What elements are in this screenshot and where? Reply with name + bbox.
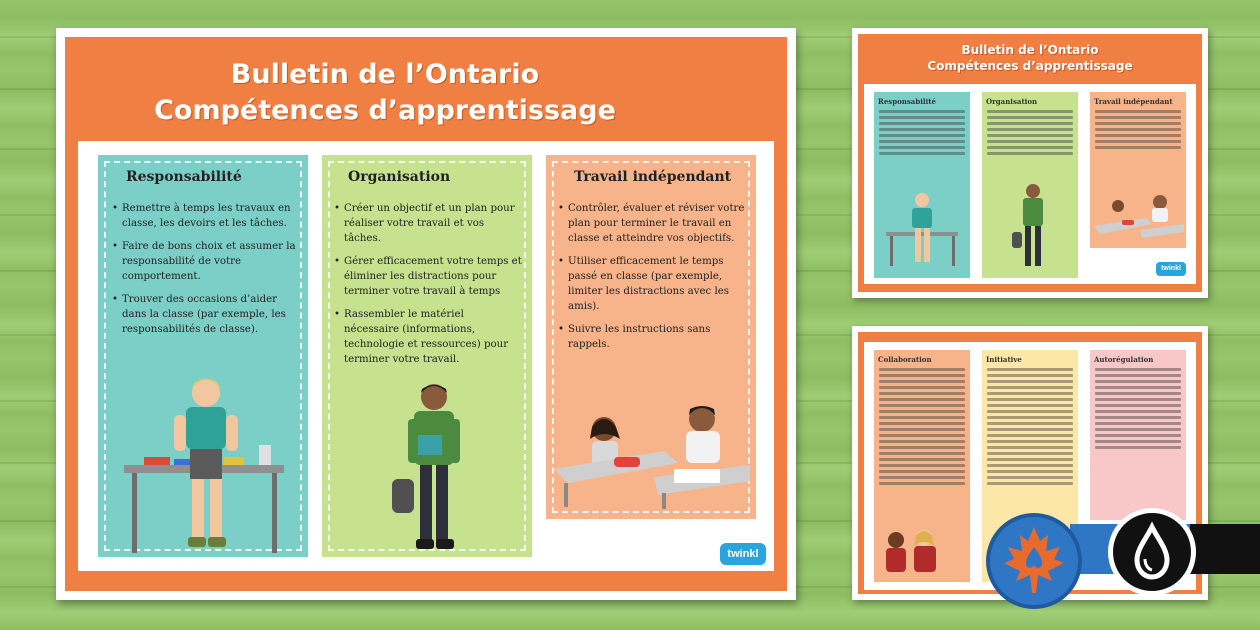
column-title: Organisation (348, 169, 451, 185)
column-organisation (322, 155, 532, 557)
poster-content (78, 141, 774, 571)
list-item: • Gérer efficacement votre temps et éliminer les distractions pour terminer votre travail à temps (334, 254, 522, 299)
thumbnail-preview-1[interactable] (852, 28, 1208, 298)
list-item: • Trouver des occasions d’aider dans la classe (par exemple, les responsabilités de classe). (112, 292, 300, 337)
thumbnail-frame (858, 34, 1202, 292)
badge-band-dark (1190, 524, 1260, 574)
column-list (334, 201, 522, 375)
students-group-icon (878, 526, 948, 586)
column-responsabilite (98, 155, 308, 557)
twinkl-logo: twinkl (1156, 262, 1186, 276)
column-title: Travail indépendant (574, 169, 732, 185)
student-at-table-illustration (114, 365, 294, 555)
list-item: • Contrôler, évaluer et réviser votre plan pour terminer le travail en classe et atteindre vos objectifs. (558, 201, 746, 246)
thumbnail-content (864, 84, 1196, 284)
list-item: • Suivre les instructions sans rappels. (558, 322, 746, 352)
mini-column (982, 92, 1078, 278)
main-poster (56, 28, 796, 600)
mini-column-title: Initiative (986, 355, 1022, 364)
list-item: • Faire de bons choix et assumer la responsabilité de votre comportement. (112, 239, 300, 284)
students-working-illustration (554, 399, 750, 509)
mini-column (1090, 92, 1186, 248)
mini-column-title: Autorégulation (1094, 355, 1154, 364)
students-working-icon (1094, 192, 1184, 246)
list-item: • Remettre à temps les travaux en classe, les devoirs et les tâches. (112, 201, 300, 231)
poster-title-line2: Compétences d’apprentissage (154, 95, 616, 126)
mini-column (1090, 350, 1186, 520)
poster-title-line1: Bulletin de l’Ontario (230, 59, 540, 90)
mini-column-title: Organisation (986, 97, 1038, 106)
maple-leaf-icon (986, 513, 1082, 609)
mini-column (874, 92, 970, 278)
column-title: Responsabilité (126, 169, 242, 185)
column-travail-independant (546, 155, 756, 519)
thumbnail-title (858, 42, 1202, 74)
list-item: • Créer un objectif et un plan pour réaliser votre travail et vos tâches. (334, 201, 522, 246)
mini-column-title: Travail indépendant (1094, 97, 1173, 106)
list-item: • Rassembler le matériel nécessaire (informations, technologie et ressources) pour terminer votre travail. (334, 307, 522, 367)
thumbnail-title-line2: Compétences d’apprentissage (927, 59, 1133, 73)
twinkl-logo: twinkl (720, 543, 766, 565)
poster-frame (65, 37, 787, 591)
mini-column-title: Collaboration (878, 355, 932, 364)
column-list (558, 201, 746, 360)
list-item: • Utiliser efficacement le temps passé en classe (par exemple, limiter les distractions avec les amis). (558, 254, 746, 314)
column-list (112, 201, 300, 345)
student-at-table-icon (882, 188, 962, 268)
thumbnail-title-line1: Bulletin de l’Ontario (961, 43, 1099, 57)
mini-column-title: Responsabilité (878, 97, 936, 106)
student-with-backpack-icon (1008, 182, 1058, 272)
water-drop-icon (1108, 508, 1196, 596)
poster-title (65, 57, 705, 129)
student-with-backpack-illustration (384, 379, 484, 555)
